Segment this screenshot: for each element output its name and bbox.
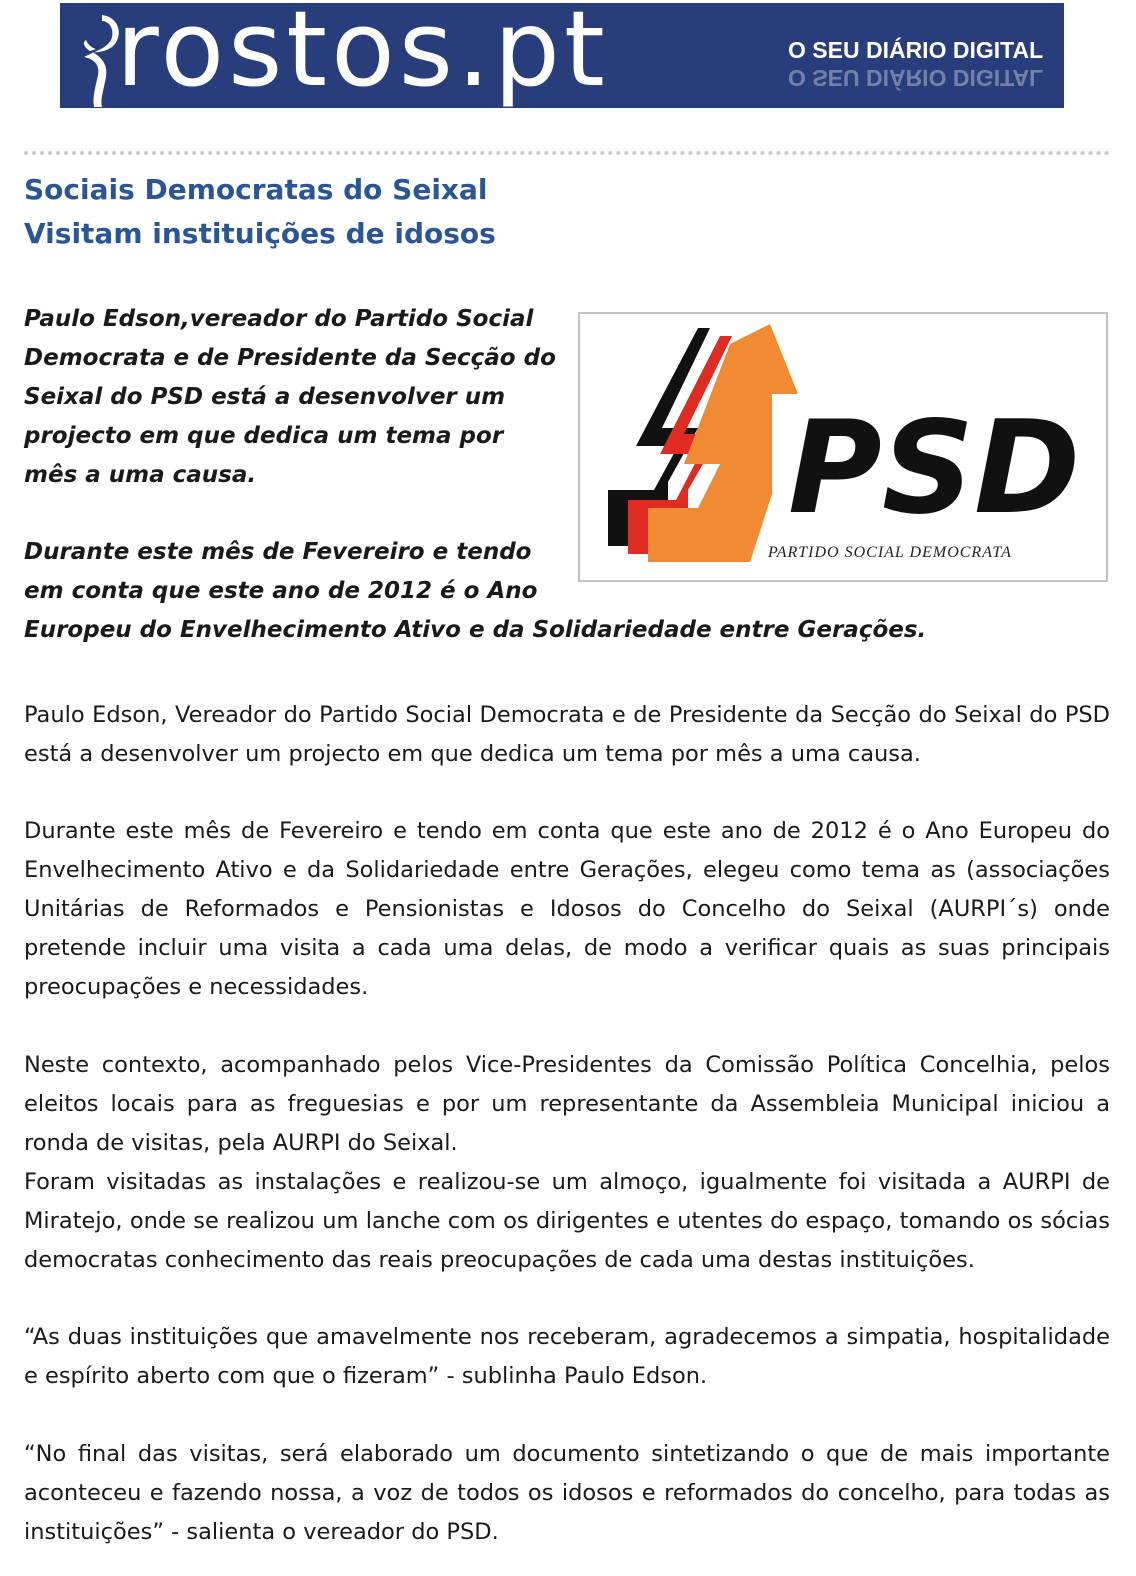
tagline-reflection: O SEU DIÁRIO DIGITAL — [788, 65, 1044, 91]
body-paragraph-4: Foram visitadas as instalações e realizou-se um almoço, igualmente foi visitada a AURPI de Miratejo, onde se realizou um lanche com os dirigentes e utentes do espaço, tomando os sócias democratas conhecimento das reais preocupações de cada uma destas instituições. — [24, 1169, 1110, 1273]
masthead-banner — [60, 3, 1064, 108]
brand-logo-text: rostos.pt — [116, 3, 609, 108]
body-paragraph-6: “No final das visitas, será elaborado um documento sintetizando o que de mais importante aconteceu e fazendo nossa, a voz de todos os idosos e reformados do concelho, para todas as instituições” - salienta o vereador do PSD. — [24, 1441, 1110, 1545]
body-paragraph-2: Durante este mês de Fevereiro e tendo em conta que este ano de 2012 é o Ano Europeu do Envelhecimento Ativo e da Solidariedade entre Gerações, elegeu como tema as (associações Unitárias de Reformados e Pensionistas e Idosos do Concelho do Seixal (AURPI´s) onde pretende incluir uma visita a cada uma delas, de modo a verificar quais as suas principais preocupações e necessidades. — [24, 818, 1110, 1000]
headline-line-1: Sociais Democratas do Seixal — [24, 173, 488, 206]
lead2-line-3: Europeu do Envelhecimento Ativo e da Solidariedade entre Gerações. — [24, 617, 927, 643]
tagline: O SEU DIÁRIO DIGITAL — [788, 37, 1044, 63]
headline-line-2: Visitam instituições de idosos — [24, 217, 496, 250]
lead2-line-1: Durante este mês de Fevereiro e tendo — [24, 539, 532, 565]
body-paragraph-5: “As duas instituições que amavelmente nos receberam, agradecemos a simpatia, hospitalidade e espírito aberto com que o fizeram” - sublinha Paulo Edson. — [24, 1324, 1110, 1389]
logo-psd-text: PSD — [788, 394, 1081, 543]
lead2-line-2: em conta que este ano de 2012 é o Ano — [24, 578, 538, 604]
article-headline — [24, 168, 824, 256]
logo-subtitle: PARTIDO SOCIAL DEMOCRATA — [768, 544, 1012, 561]
body-paragraph-3: Neste contexto, acompanhado pelos Vice-Presidentes da Comissão Política Concelhia, pelos eleitos locais para as freguesias e por um representante da Assembleia Municipal iniciou a ronda de visitas, pela AURPI do Seixal. — [24, 1052, 1110, 1156]
lead-paragraph-2 — [24, 533, 1114, 650]
body-paragraph-1: Paulo Edson, Vereador do Partido Social Democrata e de Presidente da Secção do Seixal do PSD está a desenvolver um projecto em que dedica um tema por mês a uma causa. — [24, 702, 1110, 767]
lead-paragraph-1: Paulo Edson,vereador do Partido Social Democrata e de Presidente da Secção do Seixal do PSD está a desenvolver um projecto em que dedica um tema por mês a uma causa. — [24, 306, 556, 488]
dotted-divider — [24, 151, 1110, 155]
